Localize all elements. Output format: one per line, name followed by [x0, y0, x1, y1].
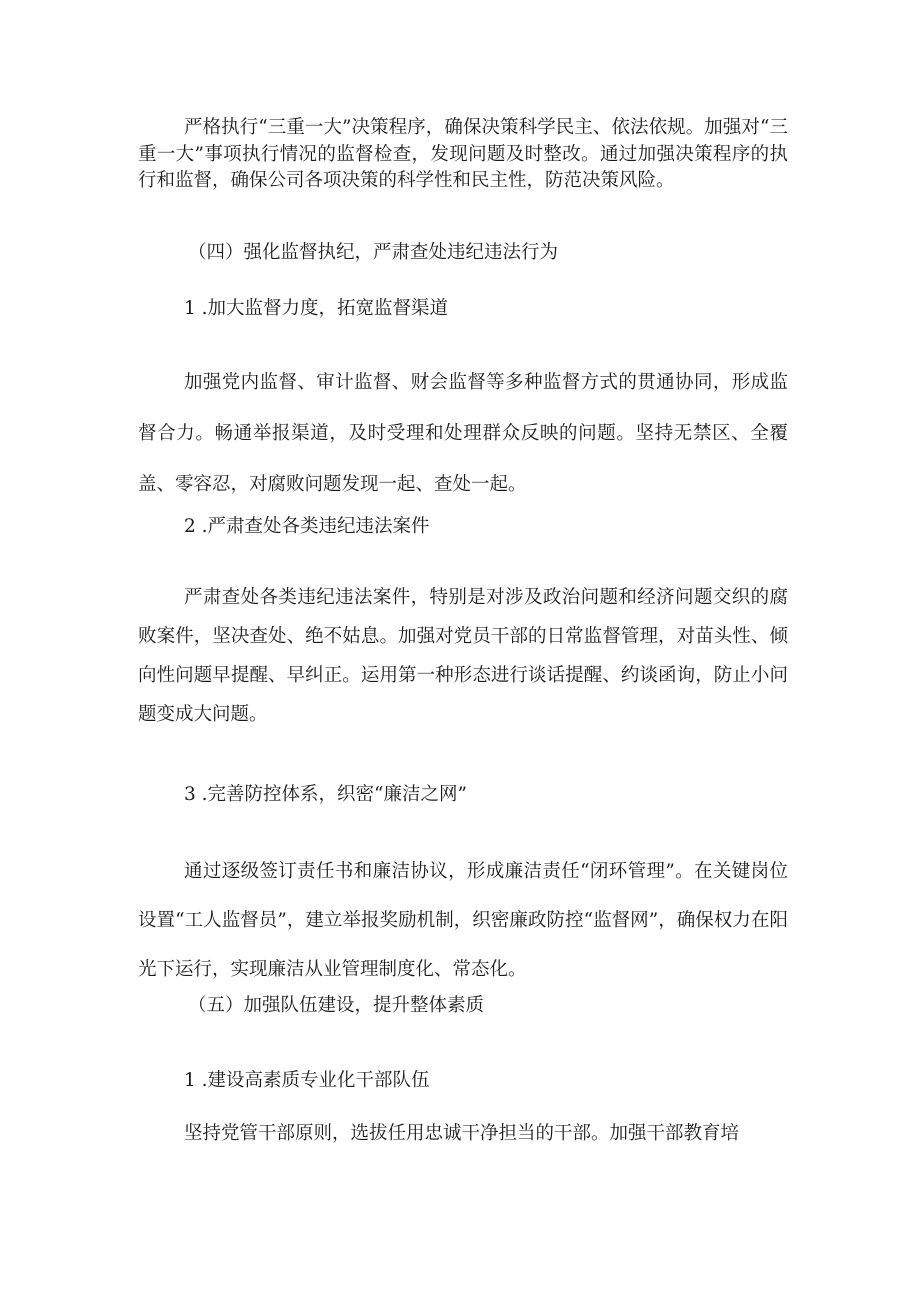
subheading-5-1: 1 .建设高素质专业化干部队伍	[184, 1070, 430, 1091]
paragraph-supervision-channels: 加强党内监督、审计监督、财会监督等多种监督方式的贯通协同，形成监督合力。畅通举报渠道，及时受理和处理群众反映的问题。坚持无禁区、全覆盖、零容忍，对腐败问题发现一起、查处一起。	[138, 372, 788, 495]
section-heading-5: （五）加强队伍建设，提升整体素质	[188, 995, 485, 1016]
subheading-4-1: 1 .加大监督力度，拓宽监督渠道	[184, 298, 449, 319]
paragraph-prevention-system: 通过逐级签订责任书和廉洁协议，形成廉洁责任“闭环管理”。在关键岗位设置“工人监督员”，建立举报奖励机制，织密廉政防控“监督网”，确保权力在阳光下运行，实现廉洁从业管理制度化、常态化。	[138, 861, 788, 980]
subheading-4-2: 2 .严肃查处各类违纪违法案件	[184, 516, 430, 537]
paragraph-decision-procedure: 严格执行“三重一大”决策程序，确保决策科学民主、依法依规。加强对“三重一大”事项执行情况的监督检查，发现问题及时整改。通过加强决策程序的执行和监督，确保公司各项决策的科学性和民主性，防范决策风险。	[138, 117, 788, 191]
subheading-4-3: 3 .完善防控体系，织密“廉洁之网”	[184, 784, 467, 805]
section-heading-4: （四）强化监督执纪，严肃查处违纪违法行为	[188, 242, 559, 263]
paragraph-cadre-team: 坚持党管干部原则，选拔任用忠诚干净担当的干部。加强干部教育培	[184, 1123, 740, 1144]
paragraph-case-investigation: 严肃查处各类违纪违法案件，特别是对涉及政治问题和经济问题交织的腐败案件，坚决查处、绝不姑息。加强对党员干部的日常监督管理，对苗头性、倾向性问题早提醒、早纠正。运用第一种形态进行谈话提醒、约谈函询，防止小问题变成大问题。	[138, 587, 788, 725]
